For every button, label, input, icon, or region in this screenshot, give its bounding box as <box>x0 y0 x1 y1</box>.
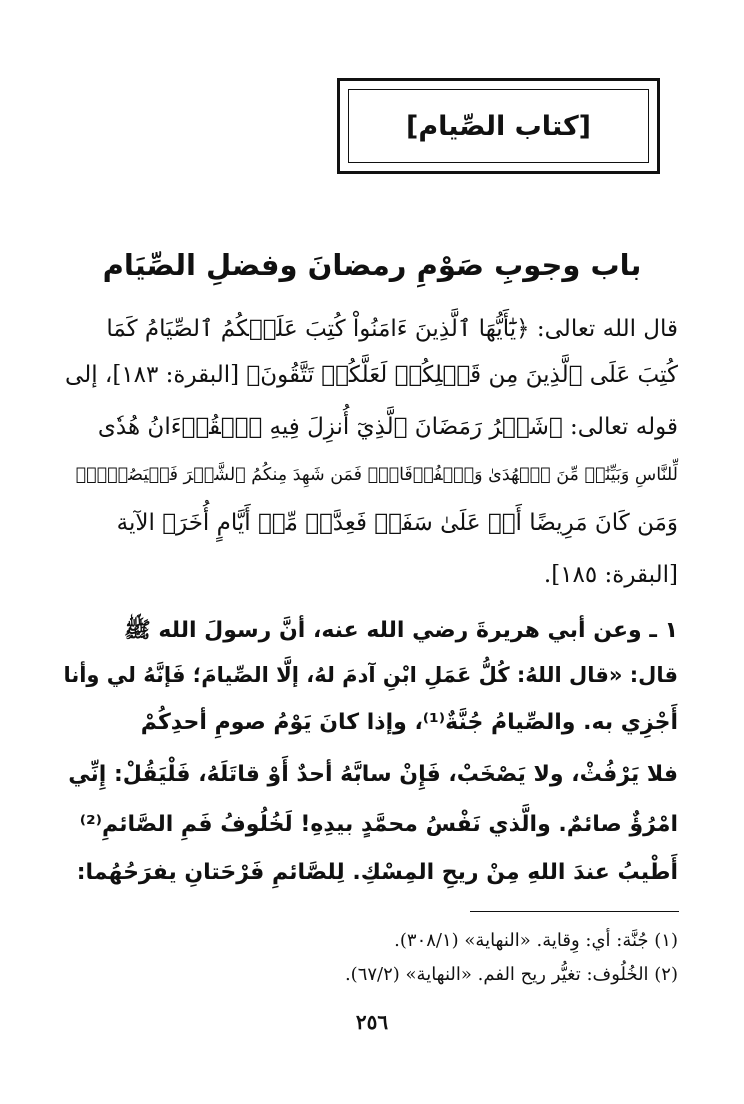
hadith-line: قال: «قال اللهُ: كُلُّ عَمَلِ ابْنِ آدمَ لهُ، إلَّا الصِّيامَ؛ فَإنَّهُ لي وأنا <box>63 663 678 687</box>
quran-line: [البقرة: ١٨٥]. <box>543 562 678 588</box>
quran-line: قوله تعالى: ﴿شَهۡرُ رَمَضَانَ ٱلَّذِيٓ أُنزِلَ فِيهِ ٱلۡقُرۡءَانُ هُدٗى <box>97 414 678 440</box>
footnote: (٢) الخُلُوف: تغيُّر ريح الفم. «النهاية» (٦٧/٢). <box>344 964 678 985</box>
hadith-line: فلا يَرْفُثْ، ولا يَصْخَبْ، فَإِنْ سابَّهُ أحدٌ أَوْ قاتَلَهُ، فَلْيَقُلْ: إِنِّي <box>68 762 678 787</box>
footnote: (١) جُنَّة: أي: وِقاية. «النهاية» (٣٠٨/١). <box>394 930 678 951</box>
hadith-line: ١ ـ وعن أبي هريرةَ رضي الله عنه، أنَّ رسولَ الله ﷺ <box>124 618 678 643</box>
quran-line: كُتِبَ عَلَى ٱلَّذِينَ مِن قَبۡلِكُمۡ لَعَلَّكُمۡ تَتَّقُونَ﴾ [البقرة: ١٨٣]، إلى <box>65 362 678 388</box>
quran-line: قال الله تعالى: ﴿يَٰٓأَيُّهَا ٱلَّذِينَ ءَامَنُواْ كُتِبَ عَلَيۡكُمُ ٱلصِّيَامُ كَمَا <box>106 316 678 342</box>
book-title-frame <box>337 78 660 174</box>
quran-line: وَمَن كَانَ مَرِيضًا أَوۡ عَلَىٰ سَفَرٖ فَعِدَّةٞ مِّنۡ أَيَّامٍ أُخَرَ﴾ الآية <box>116 510 678 536</box>
chapter-title: باب وجوبِ صَوْمِ رمضانَ وفضلِ الصِّيَام <box>102 248 642 282</box>
hadith-line: أَطْيبُ عندَ اللهِ مِنْ ريحِ المِسْكِ. لِلصَّائمِ فَرْحَتانِ يفرَحُهُما: <box>76 860 678 885</box>
footnote-separator <box>470 911 679 912</box>
book-title-inner-frame <box>348 89 649 163</box>
book-title: [كتاب الصِّيام] <box>405 110 592 142</box>
hadith-line: أَجْزِي به. والصِّيامُ جُنَّةٌ⁽¹⁾، وإذا كانَ يَوْمُ صومِ أحدِكُمْ <box>140 710 678 735</box>
page-number: ٢٥٦ <box>355 1010 389 1034</box>
quran-line: لِّلنَّاسِ وَبَيِّنَٰتٖ مِّنَ ٱلۡهُدَىٰ وَٱلۡفُرۡقَانِۚ فَمَن شَهِدَ مِنكُمُ ٱلشَّهۡرَ فَلۡيَصُمۡهُۖ <box>75 465 678 485</box>
hadith-line: امْرُؤٌ صائمٌ. والَّذي نَفْسُ محمَّدٍ بيدِهِ! لَخُلُوفُ فَمِ الصَّائمِ⁽²⁾ <box>79 812 678 837</box>
